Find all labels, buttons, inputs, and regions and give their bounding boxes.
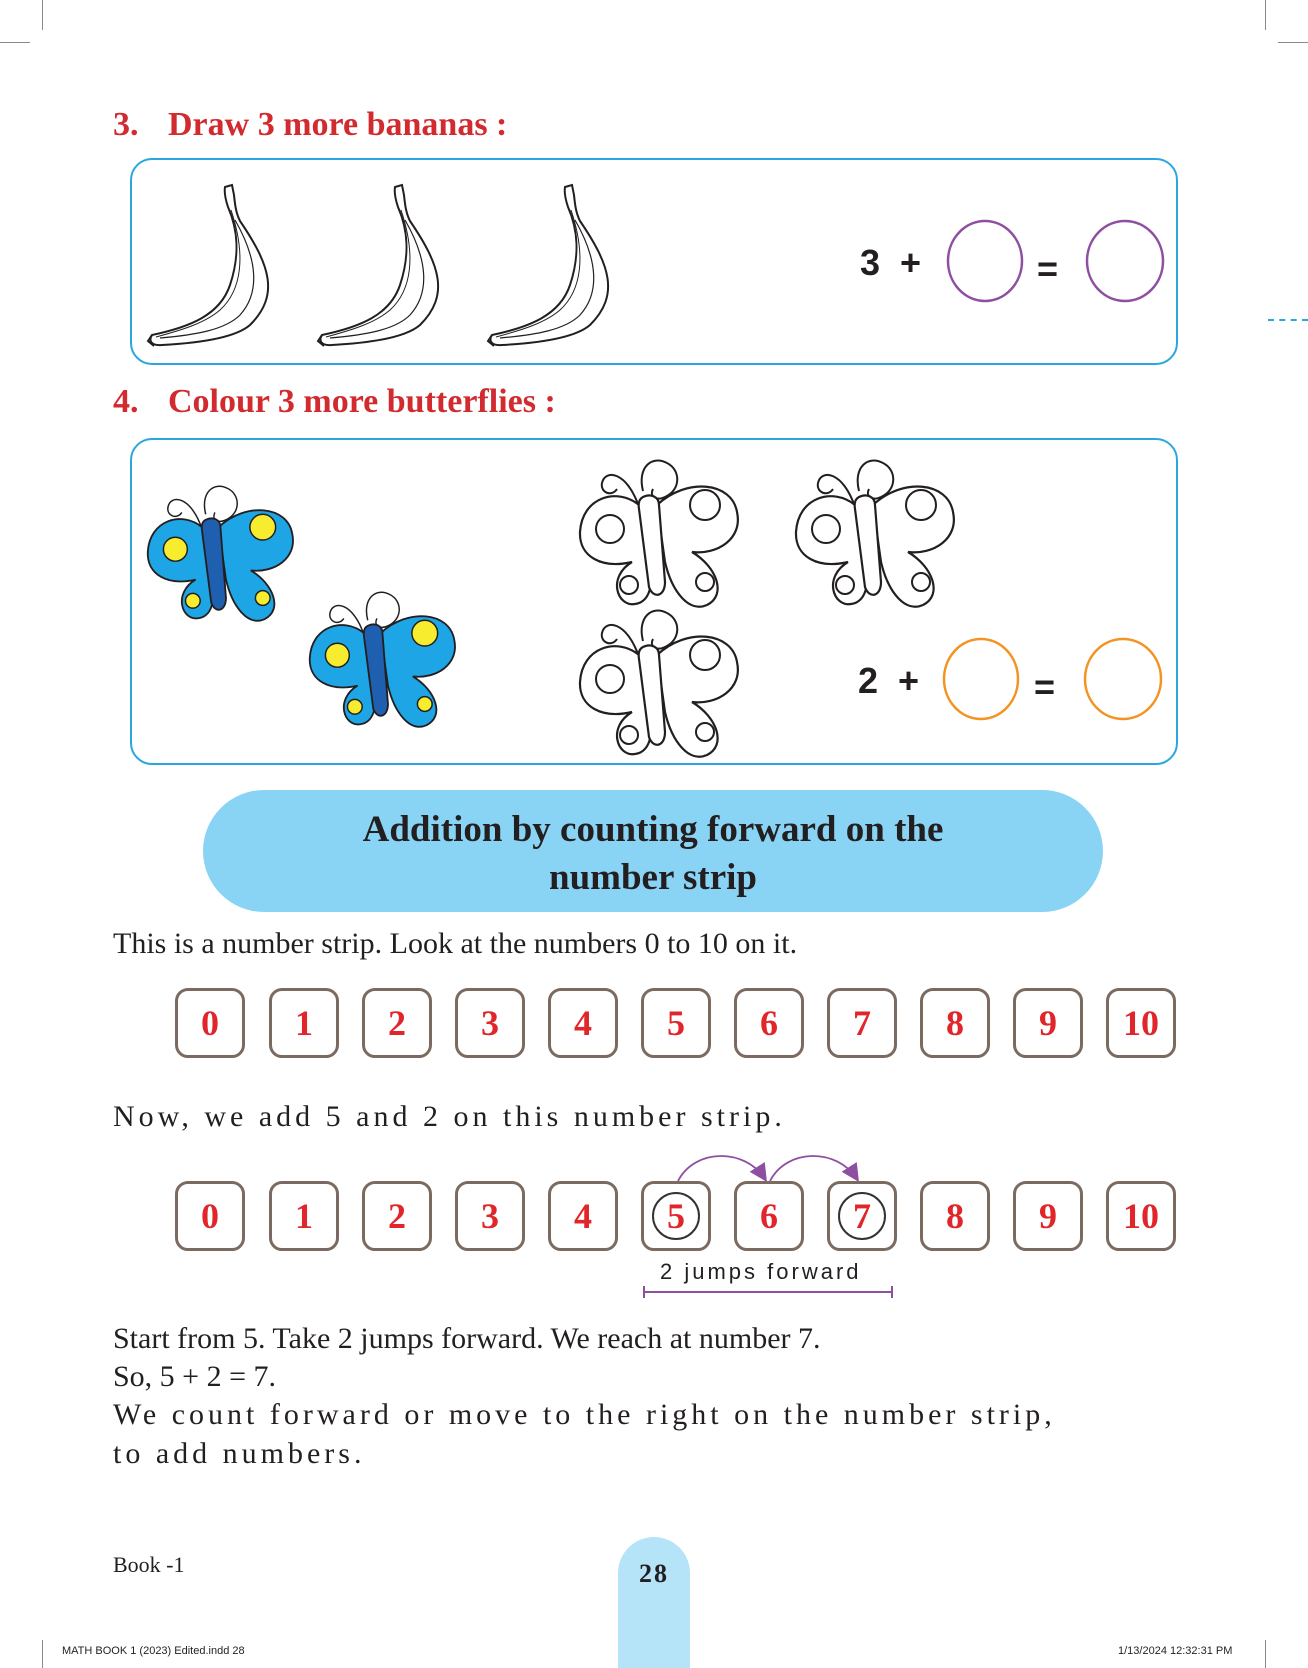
intro-text: This is a number strip. Look at the numbers 0 to 10 on it.: [113, 927, 798, 960]
banana-icon: [318, 185, 438, 346]
jump-arrow: [678, 1156, 765, 1181]
section-3-equation-equals: =: [1037, 248, 1059, 289]
butterfly-outline-icon[interactable]: [580, 611, 738, 757]
answer-circle[interactable]: [940, 636, 1022, 722]
strip-cell: 6: [734, 988, 804, 1058]
banana-icon: [488, 185, 608, 346]
number-strip: [175, 988, 1185, 1064]
jumps-caption: 2 jumps forward: [660, 1259, 862, 1284]
section-title-banner: [203, 790, 1103, 912]
strip-cell: 2: [362, 1181, 432, 1251]
strip-cell: 6: [734, 1181, 804, 1251]
strip-cell: 4: [548, 1181, 618, 1251]
end-ring: 7: [838, 1192, 886, 1240]
bleed-mark: [1268, 319, 1308, 321]
answer-circle[interactable]: [1081, 636, 1165, 722]
jump-number-strip: [175, 1181, 1185, 1257]
strip-cell: 9: [1013, 988, 1083, 1058]
strip-cell: 0: [175, 988, 245, 1058]
answer-circle[interactable]: [944, 218, 1026, 304]
section-3-equation-left: 3: [860, 242, 881, 283]
file-slug: MATH BOOK 1 (2023) Edited.indd 28: [62, 1645, 245, 1657]
strip-cell: 8: [920, 1181, 990, 1251]
butterfly-drawings: [135, 445, 975, 765]
section-4-title: Colour 3 more butterflies :: [168, 383, 556, 420]
strip-cell: 1: [269, 1181, 339, 1251]
crop-mark: [42, 0, 43, 30]
answer-circle[interactable]: [1083, 218, 1167, 304]
strip-cell-end: [827, 1181, 897, 1251]
crop-mark: [1278, 42, 1308, 43]
butterfly-outline-icon[interactable]: [796, 461, 954, 607]
explanation-line-1: Start from 5. Take 2 jumps forward. We reach at number 7.: [113, 1322, 821, 1355]
page-number: 28: [639, 1559, 669, 1588]
strip-cell: 7: [827, 988, 897, 1058]
explanation-line-3: We count forward or move to the right on the number strip,: [113, 1398, 1056, 1431]
strip-cell: 3: [455, 1181, 525, 1251]
coloured-butterfly-icon: [310, 592, 455, 726]
section-4-equation-equals: =: [1034, 666, 1056, 707]
strip-cell: 0: [175, 1181, 245, 1251]
section-3-equation-plus: +: [900, 242, 922, 283]
section-3-title: Draw 3 more bananas :: [168, 106, 508, 143]
strip-cell-start: [641, 1181, 711, 1251]
book-label: Book -1: [113, 1552, 185, 1577]
start-ring: 5: [652, 1192, 700, 1240]
jump-arrow: [770, 1156, 857, 1181]
crop-mark: [0, 42, 30, 43]
strip-cell: 9: [1013, 1181, 1083, 1251]
banana-icon: [148, 185, 268, 346]
crop-mark: [1265, 1640, 1266, 1668]
page-number-tab: [618, 1537, 690, 1668]
section-4-heading: [113, 383, 556, 421]
jump-arrows: [670, 1143, 870, 1185]
section-4-equation-plus: +: [898, 660, 920, 701]
coloured-butterfly-icon: [148, 486, 293, 620]
strip-cell: 4: [548, 988, 618, 1058]
explanation-line-4: to add numbers.: [113, 1437, 366, 1470]
section-4-number: 4.: [113, 383, 139, 420]
strip-cell: 2: [362, 988, 432, 1058]
strip-cell: 10: [1106, 1181, 1176, 1251]
banner-line-1: Addition by counting forward on the: [362, 809, 944, 850]
add-text: Now, we add 5 and 2 on this number strip.: [113, 1100, 786, 1133]
section-3-number: 3.: [113, 106, 139, 143]
strip-cell: 1: [269, 988, 339, 1058]
crop-mark: [42, 1640, 43, 1668]
butterfly-outline-icon[interactable]: [580, 461, 738, 607]
strip-cell: 5: [641, 988, 711, 1058]
strip-cell: 8: [920, 988, 990, 1058]
crop-mark: [1265, 0, 1266, 30]
strip-cell: 10: [1106, 988, 1176, 1058]
banner-line-2: number strip: [549, 857, 757, 898]
jumps-bracket: [640, 1285, 896, 1299]
timestamp-slug: 1/13/2024 12:32:31 PM: [1118, 1645, 1233, 1657]
section-3-heading: [113, 106, 507, 144]
banana-drawings: [140, 170, 660, 360]
explanation-line-2: So, 5 + 2 = 7.: [113, 1360, 277, 1393]
section-4-equation-left: 2: [858, 660, 879, 701]
strip-cell: 3: [455, 988, 525, 1058]
